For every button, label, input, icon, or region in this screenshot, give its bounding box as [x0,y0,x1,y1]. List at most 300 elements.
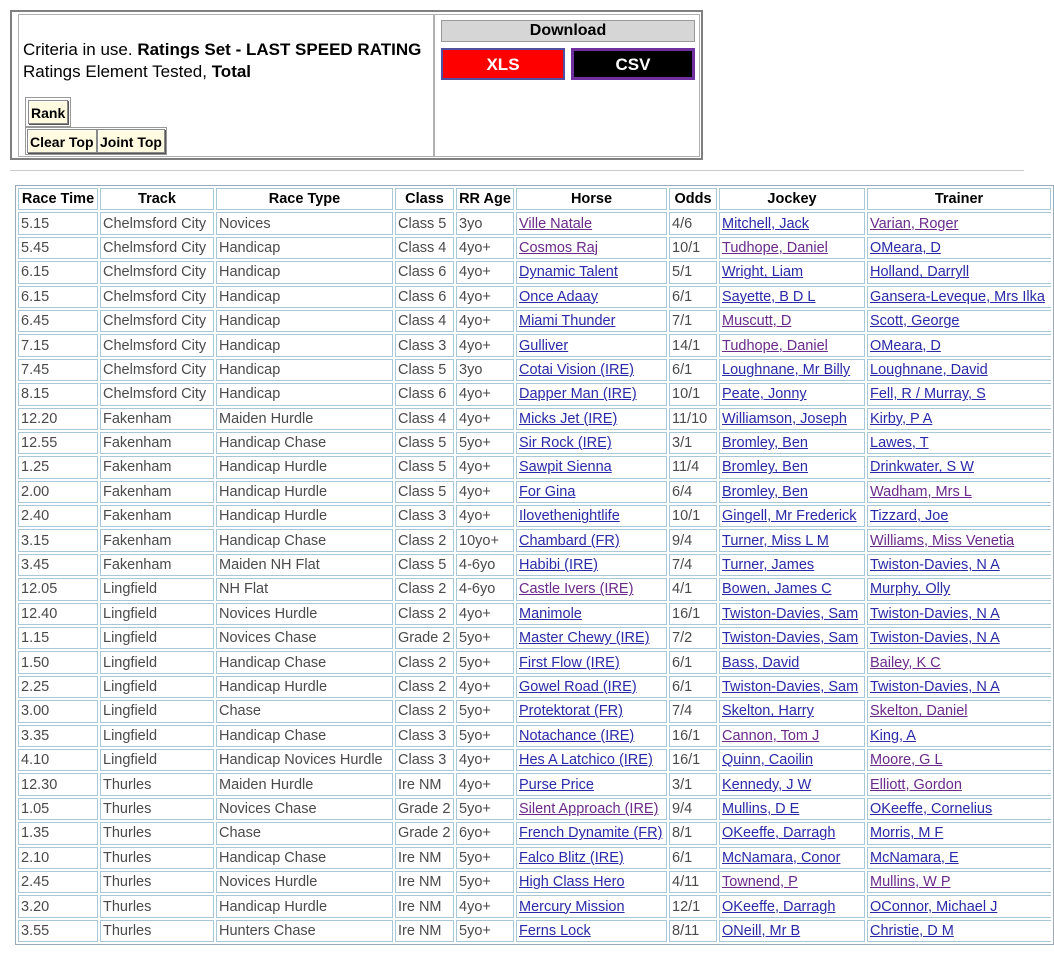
horse-link[interactable]: For Gina [516,481,667,503]
race-type-cell: Novices Chase [216,798,393,820]
jockey-link[interactable]: Bass, David [719,651,865,673]
header-rr-age: RR Age [456,188,514,210]
table-row [18,822,1051,844]
class-cell: Class 2 [395,700,454,722]
age-cell: 3yo [456,359,514,381]
race-type-cell: NH Flat [216,578,393,600]
horse-link[interactable]: Falco Blitz (IRE) [516,847,667,869]
age-cell: 4yo+ [456,505,514,527]
track-cell: Lingfield [100,651,214,673]
horse-link[interactable]: Dapper Man (IRE) [516,383,667,405]
age-cell: 5yo+ [456,847,514,869]
track-cell: Chelmsford City [100,212,214,234]
race-time-cell: 2.00 [18,481,98,503]
csv-download-button[interactable]: CSV [571,48,695,80]
race-table-body [18,212,1051,942]
xls-download-button[interactable]: XLS [441,48,565,80]
race-time-cell: 8.15 [18,383,98,405]
track-cell: Thurles [100,847,214,869]
jockey-link[interactable]: Tudhope, Daniel [719,237,865,259]
race-type-cell: Handicap [216,359,393,381]
table-row [18,481,1051,503]
odds-cell: 14/1 [669,334,717,356]
track-cell: Chelmsford City [100,261,214,283]
jockey-link[interactable]: OKeeffe, Darragh [719,822,865,844]
odds-cell: 7/2 [669,627,717,649]
header-race-time: Race Time [18,188,98,210]
trainer-link[interactable]: Loughnane, David [867,359,1051,381]
race-type-cell: Handicap [216,261,393,283]
jockey-link[interactable]: Twiston-Davies, Sam [719,627,865,649]
race-time-cell: 3.45 [18,554,98,576]
horse-link[interactable]: Castle Ivers (IRE) [516,578,667,600]
track-cell: Thurles [100,920,214,942]
track-cell: Chelmsford City [100,286,214,308]
table-row [18,554,1051,576]
horse-link[interactable]: Cosmos Raj [516,237,667,259]
age-cell: 4yo+ [456,408,514,430]
table-row [18,895,1051,917]
age-cell: 4yo+ [456,773,514,795]
trainer-link[interactable]: Twiston-Davies, N A [867,603,1051,625]
race-type-cell: Novices Hurdle [216,603,393,625]
table-row [18,578,1051,600]
race-time-cell: 1.50 [18,651,98,673]
race-results-table [15,185,1054,945]
jockey-link[interactable]: Townend, P [719,871,865,893]
age-cell: 5yo+ [456,871,514,893]
trainer-link[interactable]: OConnor, Michael J [867,895,1051,917]
jockey-link[interactable]: Mitchell, Jack [719,212,865,234]
race-time-cell: 1.25 [18,456,98,478]
trainer-link[interactable]: King, A [867,725,1051,747]
odds-cell: 7/4 [669,700,717,722]
trainer-link[interactable]: Lawes, T [867,432,1051,454]
track-cell: Lingfield [100,700,214,722]
table-row [18,432,1051,454]
race-time-cell: 3.15 [18,529,98,551]
horse-link[interactable]: High Class Hero [516,871,667,893]
age-cell: 4yo+ [456,334,514,356]
table-row [18,603,1051,625]
track-cell: Thurles [100,822,214,844]
odds-cell: 6/1 [669,651,717,673]
race-time-cell: 6.15 [18,261,98,283]
class-cell: Class 4 [395,408,454,430]
odds-cell: 4/1 [669,578,717,600]
trainer-link[interactable]: Elliott, Gordon [867,773,1051,795]
odds-cell: 10/1 [669,383,717,405]
horse-link[interactable]: Once Adaay [516,286,667,308]
race-time-cell: 1.35 [18,822,98,844]
track-cell: Thurles [100,895,214,917]
horse-link[interactable]: Hes A Latchico (IRE) [516,749,667,771]
race-time-cell: 7.15 [18,334,98,356]
table-row [18,529,1051,551]
age-cell: 4-6yo [456,578,514,600]
header-trainer: Trainer [867,188,1051,210]
jockey-link[interactable]: Turner, James [719,554,865,576]
table-row [18,408,1051,430]
table-row [18,286,1051,308]
class-cell: Class 3 [395,505,454,527]
table-row [18,651,1051,673]
race-type-cell: Handicap Novices Hurdle [216,749,393,771]
table-row [18,212,1051,234]
trainer-link[interactable]: OMeara, D [867,237,1051,259]
track-cell: Fakenham [100,408,214,430]
race-time-cell: 3.55 [18,920,98,942]
race-type-cell: Handicap Hurdle [216,505,393,527]
age-cell: 5yo+ [456,798,514,820]
trainer-link[interactable]: Twiston-Davies, N A [867,627,1051,649]
table-row [18,456,1051,478]
trainer-link[interactable]: Gansera-Leveque, Mrs Ilka [867,286,1051,308]
horse-link[interactable]: Ilovethenightlife [516,505,667,527]
table-row [18,725,1051,747]
table-row [18,749,1051,771]
horse-link[interactable]: French Dynamite (FR) [516,822,667,844]
table-row [18,847,1051,869]
jockey-link[interactable]: Kennedy, J W [719,773,865,795]
class-cell: Class 4 [395,310,454,332]
ratings-element-value: Total [211,62,252,81]
criteria-panel [10,10,703,160]
race-type-cell: Maiden Hurdle [216,773,393,795]
race-type-cell: Chase [216,700,393,722]
rank-button[interactable]: Rank [28,100,68,124]
download-panel [434,14,700,157]
race-time-cell: 3.35 [18,725,98,747]
jockey-link[interactable]: Williamson, Joseph [719,408,865,430]
header-race-type: Race Type [216,188,393,210]
jockey-link[interactable]: Bromley, Ben [719,481,865,503]
race-type-cell: Novices [216,212,393,234]
horse-link[interactable]: Gowel Road (IRE) [516,676,667,698]
jockey-link[interactable]: Sayette, B D L [719,286,865,308]
track-cell: Fakenham [100,505,214,527]
race-time-cell: 12.20 [18,408,98,430]
criteria-text [23,39,421,83]
jockey-link[interactable]: Tudhope, Daniel [719,334,865,356]
horse-link[interactable]: Dynamic Talent [516,261,667,283]
odds-cell: 6/4 [669,481,717,503]
odds-cell: 8/11 [669,920,717,942]
trainer-link[interactable]: Moore, G L [867,749,1051,771]
age-cell: 4yo+ [456,676,514,698]
jockey-link[interactable]: Quinn, Caoilin [719,749,865,771]
race-type-cell: Handicap Hurdle [216,676,393,698]
trainer-link[interactable]: Williams, Miss Venetia [867,529,1051,551]
class-cell: Class 2 [395,603,454,625]
horse-link[interactable]: Purse Price [516,773,667,795]
jockey-link[interactable]: OKeeffe, Darragh [719,895,865,917]
track-cell: Thurles [100,773,214,795]
horse-link[interactable]: Chambard (FR) [516,529,667,551]
horse-link[interactable]: Ville Natale [516,212,667,234]
track-cell: Chelmsford City [100,237,214,259]
track-cell: Chelmsford City [100,310,214,332]
trainer-link[interactable]: Murphy, Olly [867,578,1051,600]
race-time-cell: 1.15 [18,627,98,649]
jockey-link[interactable]: Bowen, James C [719,578,865,600]
track-cell: Lingfield [100,627,214,649]
race-type-cell: Novices Hurdle [216,871,393,893]
class-cell: Class 6 [395,261,454,283]
class-cell: Grade 2 [395,822,454,844]
class-cell: Class 2 [395,651,454,673]
class-cell: Class 5 [395,456,454,478]
jockey-link[interactable]: Twiston-Davies, Sam [719,676,865,698]
race-type-cell: Handicap [216,286,393,308]
table-row [18,798,1051,820]
trainer-link[interactable]: Fell, R / Murray, S [867,383,1051,405]
age-cell: 4yo+ [456,749,514,771]
table-row [18,676,1051,698]
class-cell: Ire NM [395,773,454,795]
trainer-link[interactable]: Kirby, P A [867,408,1051,430]
jockey-link[interactable]: Bromley, Ben [719,456,865,478]
race-time-cell: 2.45 [18,871,98,893]
horse-link[interactable]: First Flow (IRE) [516,651,667,673]
trainer-link[interactable]: Wadham, Mrs L [867,481,1051,503]
age-cell: 5yo+ [456,725,514,747]
odds-cell: 3/1 [669,432,717,454]
jockey-link[interactable]: Cannon, Tom J [719,725,865,747]
odds-cell: 12/1 [669,895,717,917]
table-row [18,383,1051,405]
race-time-cell: 12.55 [18,432,98,454]
age-cell: 4yo+ [456,895,514,917]
horse-link[interactable]: Mercury Mission [516,895,667,917]
trainer-link[interactable]: OKeeffe, Cornelius [867,798,1051,820]
jockey-link[interactable]: Twiston-Davies, Sam [719,603,865,625]
class-cell: Class 2 [395,676,454,698]
race-type-cell: Handicap Chase [216,651,393,673]
age-cell: 4yo+ [456,383,514,405]
criteria-line1-prefix: Criteria in use. [23,40,138,59]
jockey-link[interactable]: McNamara, Conor [719,847,865,869]
track-cell: Fakenham [100,456,214,478]
jockey-link[interactable]: ONeill, Mr B [719,920,865,942]
race-type-cell: Maiden NH Flat [216,554,393,576]
track-cell: Fakenham [100,481,214,503]
odds-cell: 11/10 [669,408,717,430]
odds-cell: 3/1 [669,773,717,795]
odds-cell: 6/1 [669,359,717,381]
class-cell: Class 5 [395,554,454,576]
jockey-link[interactable]: Wright, Liam [719,261,865,283]
class-cell: Class 3 [395,725,454,747]
race-type-cell: Handicap Chase [216,725,393,747]
trainer-link[interactable]: Holland, Darryll [867,261,1051,283]
jockey-link[interactable]: Peate, Jonny [719,383,865,405]
class-cell: Ire NM [395,847,454,869]
track-cell: Thurles [100,871,214,893]
table-row [18,334,1051,356]
trainer-link[interactable]: Morris, M F [867,822,1051,844]
jockey-link[interactable]: Mullins, D E [719,798,865,820]
horse-link[interactable]: Gulliver [516,334,667,356]
race-time-cell: 5.15 [18,212,98,234]
age-cell: 4yo+ [456,456,514,478]
horse-link[interactable]: Manimole [516,603,667,625]
top-buttons-group [25,127,167,155]
trainer-link[interactable]: Scott, George [867,310,1051,332]
odds-cell: 9/4 [669,529,717,551]
track-cell: Lingfield [100,676,214,698]
horse-link[interactable]: Miami Thunder [516,310,667,332]
table-row [18,359,1051,381]
horse-link[interactable]: Habibi (IRE) [516,554,667,576]
track-cell: Chelmsford City [100,383,214,405]
race-type-cell: Handicap Chase [216,529,393,551]
race-time-cell: 6.15 [18,286,98,308]
age-cell: 4yo+ [456,261,514,283]
odds-cell: 16/1 [669,749,717,771]
horse-link[interactable]: Micks Jet (IRE) [516,408,667,430]
class-cell: Class 5 [395,432,454,454]
race-type-cell: Handicap [216,237,393,259]
horse-link[interactable]: Ferns Lock [516,920,667,942]
class-cell: Class 6 [395,383,454,405]
race-type-cell: Chase [216,822,393,844]
age-cell: 10yo+ [456,529,514,551]
age-cell: 5yo+ [456,432,514,454]
horse-link[interactable]: Silent Approach (IRE) [516,798,667,820]
race-time-cell: 3.20 [18,895,98,917]
age-cell: 6yo+ [456,822,514,844]
table-row [18,310,1051,332]
trainer-link[interactable]: Tizzard, Joe [867,505,1051,527]
table-row [18,505,1051,527]
age-cell: 4yo+ [456,481,514,503]
track-cell: Chelmsford City [100,359,214,381]
age-cell: 3yo [456,212,514,234]
age-cell: 4yo+ [456,237,514,259]
trainer-link[interactable]: McNamara, E [867,847,1051,869]
trainer-link[interactable]: Mullins, W P [867,871,1051,893]
jockey-link[interactable]: Turner, Miss L M [719,529,865,551]
trainer-link[interactable]: Varian, Roger [867,212,1051,234]
age-cell: 5yo+ [456,627,514,649]
race-time-cell: 12.40 [18,603,98,625]
class-cell: Class 2 [395,529,454,551]
race-type-cell: Handicap Hurdle [216,456,393,478]
clear-top-button[interactable]: Clear Top [27,129,97,153]
class-cell: Class 6 [395,286,454,308]
odds-cell: 6/1 [669,676,717,698]
odds-cell: 9/4 [669,798,717,820]
race-time-cell: 1.05 [18,798,98,820]
trainer-link[interactable]: OMeara, D [867,334,1051,356]
class-cell: Class 5 [395,212,454,234]
race-type-cell: Handicap [216,310,393,332]
class-cell: Class 5 [395,359,454,381]
table-row [18,773,1051,795]
trainer-link[interactable]: Twiston-Davies, N A [867,676,1051,698]
odds-cell: 7/4 [669,554,717,576]
horse-link[interactable]: Cotai Vision (IRE) [516,359,667,381]
horse-link[interactable]: Notachance (IRE) [516,725,667,747]
odds-cell: 4/11 [669,871,717,893]
race-time-cell: 2.25 [18,676,98,698]
jockey-link[interactable]: Skelton, Harry [719,700,865,722]
table-row [18,871,1051,893]
jockey-link[interactable]: Gingell, Mr Frederick [719,505,865,527]
criteria-line2-prefix: Ratings Element Tested, [23,62,212,81]
race-time-cell: 12.30 [18,773,98,795]
trainer-link[interactable]: Twiston-Davies, N A [867,554,1051,576]
table-header-row [18,188,1051,210]
header-track: Track [100,188,214,210]
odds-cell: 5/1 [669,261,717,283]
odds-cell: 6/1 [669,847,717,869]
race-time-cell: 2.10 [18,847,98,869]
race-time-cell: 6.45 [18,310,98,332]
odds-cell: 10/1 [669,237,717,259]
horse-link[interactable]: Master Chewy (IRE) [516,627,667,649]
class-cell: Class 5 [395,481,454,503]
horse-link[interactable]: Sir Rock (IRE) [516,432,667,454]
class-cell: Class 2 [395,578,454,600]
trainer-link[interactable]: Skelton, Daniel [867,700,1051,722]
track-cell: Thurles [100,798,214,820]
track-cell: Lingfield [100,578,214,600]
track-cell: Lingfield [100,725,214,747]
trainer-link[interactable]: Bailey, K C [867,651,1051,673]
ratings-set-value: Ratings Set - LAST SPEED RATING [137,40,422,59]
odds-cell: 4/6 [669,212,717,234]
class-cell: Ire NM [395,895,454,917]
race-type-cell: Hunters Chase [216,920,393,942]
class-cell: Ire NM [395,920,454,942]
age-cell: 4-6yo [456,554,514,576]
track-cell: Fakenham [100,554,214,576]
horse-link[interactable]: Sawpit Sienna [516,456,667,478]
odds-cell: 7/1 [669,310,717,332]
download-heading: Download [441,20,695,42]
class-cell: Class 3 [395,749,454,771]
jockey-link[interactable]: Bromley, Ben [719,432,865,454]
track-cell: Fakenham [100,432,214,454]
race-type-cell: Handicap [216,334,393,356]
header-jockey: Jockey [719,188,865,210]
jockey-link[interactable]: Loughnane, Mr Billy [719,359,865,381]
table-row [18,920,1051,942]
table-row [18,627,1051,649]
trainer-link[interactable]: Christie, D M [867,920,1051,942]
age-cell: 4yo+ [456,286,514,308]
race-type-cell: Handicap [216,383,393,405]
race-time-cell: 3.00 [18,700,98,722]
odds-cell: 10/1 [669,505,717,527]
age-cell: 5yo+ [456,700,514,722]
track-cell: Lingfield [100,749,214,771]
horse-link[interactable]: Protektorat (FR) [516,700,667,722]
race-type-cell: Novices Chase [216,627,393,649]
joint-top-button[interactable]: Joint Top [97,129,165,153]
race-type-cell: Handicap Chase [216,432,393,454]
header-class: Class [395,188,454,210]
race-type-cell: Handicap Hurdle [216,481,393,503]
odds-cell: 11/4 [669,456,717,478]
header-odds: Odds [669,188,717,210]
section-divider [10,170,1024,171]
trainer-link[interactable]: Drinkwater, S W [867,456,1051,478]
jockey-link[interactable]: Muscutt, D [719,310,865,332]
race-time-cell: 5.45 [18,237,98,259]
